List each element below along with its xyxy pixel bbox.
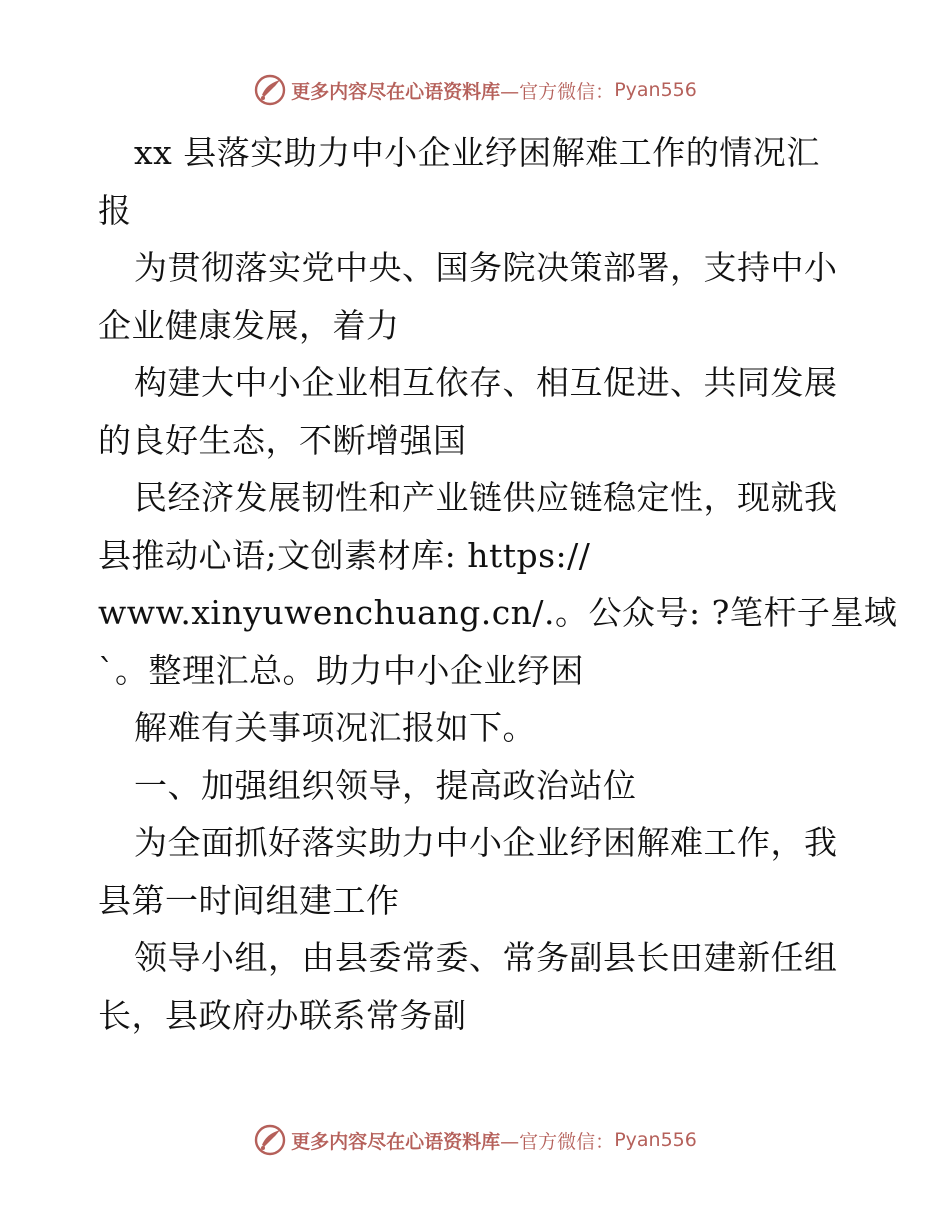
text-line: 报 — [98, 190, 132, 230]
text-line: 构建大中小企业相互依存、相互促进、共同发展 — [134, 363, 838, 402]
text-line: `。整理汇总。助力中小企业纾困 — [98, 650, 584, 690]
text-line: 民经济发展韧性和产业链供应链稳定性，现就我 — [134, 478, 838, 517]
text-line: 县推动心语;文创素材库: https:// — [98, 535, 591, 575]
text-line: 解难有关事项况汇报如下。 — [134, 708, 536, 747]
text-line: 县第一时间组建工作 — [98, 880, 400, 920]
text-line: 企业健康发展，着力 — [98, 305, 400, 345]
footer-brand-text: 更多内容尽在心语资料库 — [291, 1130, 501, 1153]
text-line: 长，县政府办联系常务副 — [98, 995, 467, 1035]
text-line: 领导小组，由县委常委、常务副县长田建新任组 — [134, 938, 838, 977]
text-line: 的良好生态，不断增强国 — [98, 420, 467, 460]
text-line: 为贯彻落实党中央、国务院决策部署，支持中小 — [134, 248, 838, 287]
header-banner — [0, 70, 950, 110]
footer-contact-id: Pyan556 — [614, 1129, 697, 1151]
text-line: www.xinyuwenchuang.cn/.。公众号: ?笔杆子星域 — [98, 593, 898, 632]
footer-banner — [0, 1120, 950, 1160]
brand-logo-icon — [253, 1123, 287, 1157]
header-contact-prefix: —官方微信： — [500, 80, 615, 103]
text-line: xx 县落实助力中小企业纾困解难工作的情况汇 — [134, 133, 820, 172]
text-line: 一、加强组织领导，提高政治站位 — [134, 765, 637, 805]
document-body — [98, 124, 898, 1044]
footer-contact-prefix: —官方微信： — [500, 1130, 615, 1153]
header-contact-id: Pyan556 — [614, 79, 697, 101]
header-brand-text: 更多内容尽在心语资料库 — [291, 80, 501, 103]
text-line: 为全面抓好落实助力中小企业纾困解难工作，我 — [134, 823, 838, 862]
brand-logo-icon — [253, 73, 287, 107]
